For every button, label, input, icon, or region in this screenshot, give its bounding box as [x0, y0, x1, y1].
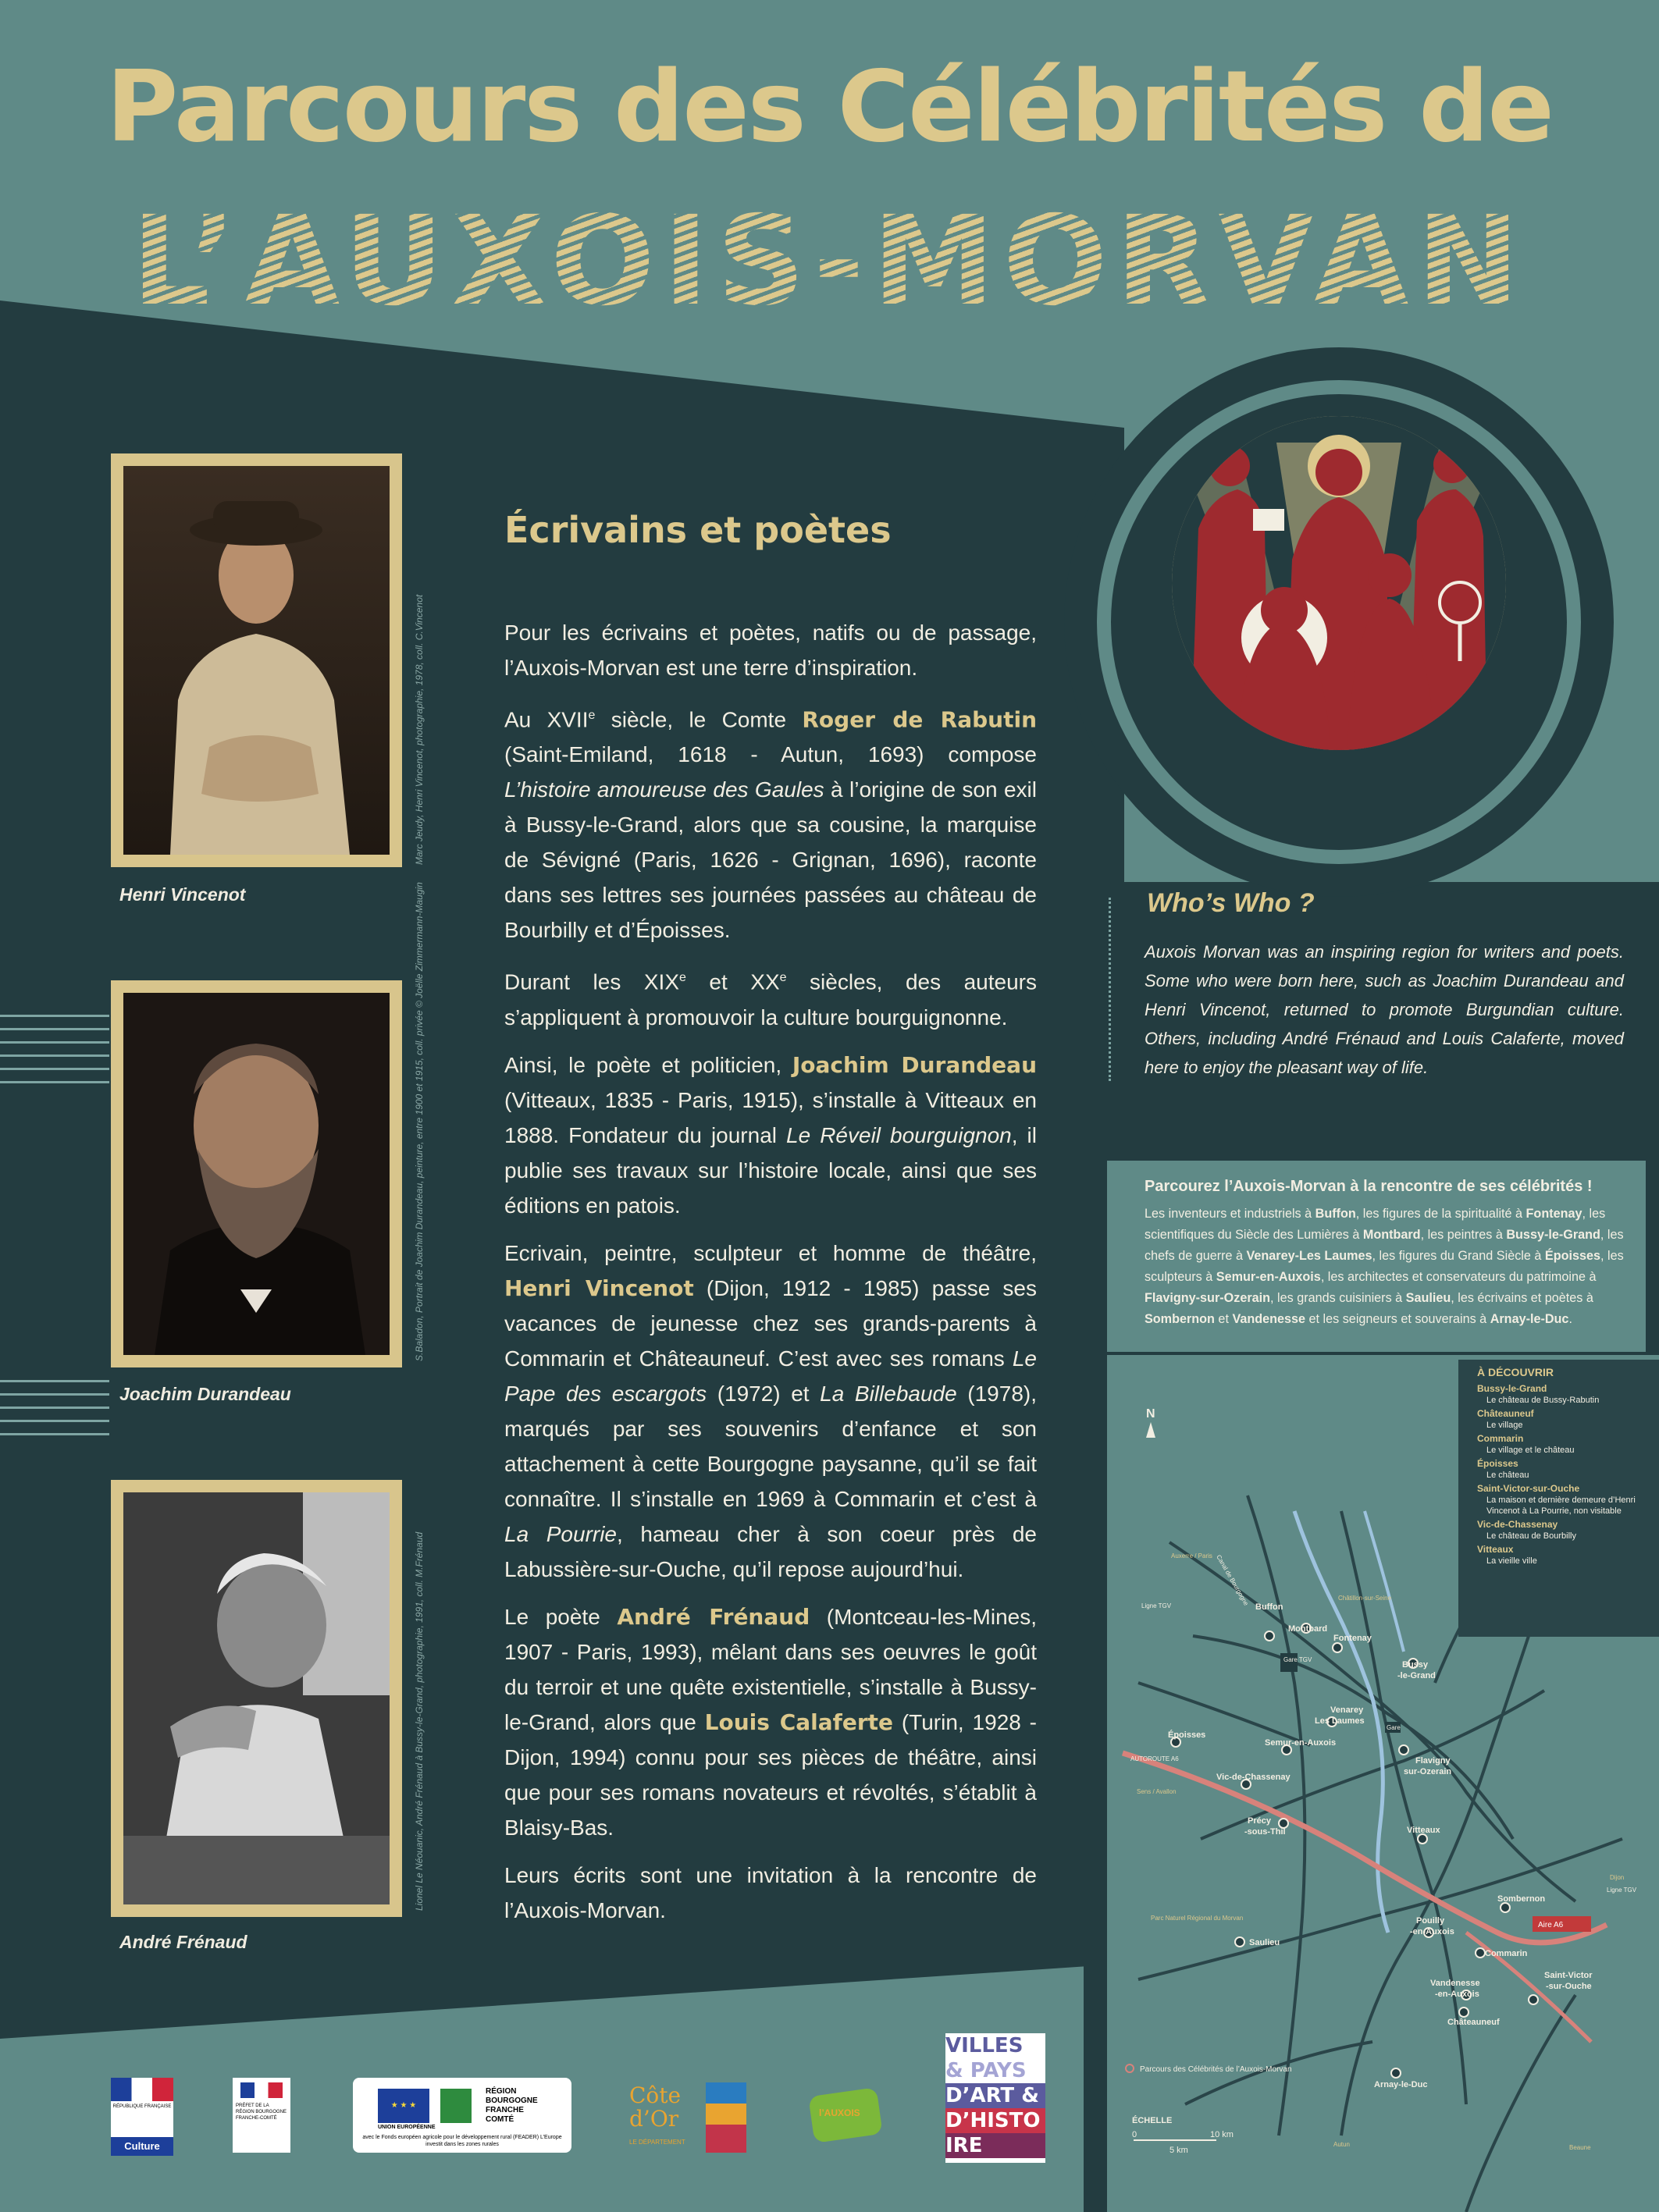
- decouvrir-place: Commarin: [1477, 1433, 1524, 1444]
- logo-villes-pays-art-histoire: VILLES & PAYS D’ART & D’HISTO IRE: [945, 2033, 1045, 2163]
- map-town: sur-Ozerain: [1404, 1767, 1452, 1776]
- paragraph: Durant les XIXe et XXe siècles, des auteurs s’appliquent à promouvoir la culture bourguignonne.: [504, 969, 1037, 1030]
- logo-cote-dor: Côte d’Or LE DÉPARTEMENT: [629, 2078, 750, 2156]
- logo-europe-region: ★ ★ ★ UNION EUROPÉENNE RÉGION BOURGOGNE FRANCHE COMTÉ avec le Fonds européen agricole pour le développement rural (FEADER) L’Europe investit dans les zones rurales: [353, 2078, 571, 2153]
- scale-label: 5 km: [1169, 2146, 1188, 2155]
- paragraph: Au XVIIe siècle, le Comte Roger de Rabutin (Saint-Emiland, 1618 - Autun, 1693) compose L’histoire amoureuse des Gaules à l’origine de son exil à Bussy-le-Grand, alors que sa cousine, la marquise de Sévigné (Paris, 1626 - Grignan, 1696), raconte dans ses lettres ses journées passées au château de Bourbilly et d’Époisses.: [504, 706, 1038, 943]
- scale-label: 0: [1132, 2130, 1137, 2139]
- parcours-heading: Parcourez l’Auxois-Morvan à la rencontre de ses célébrités !: [1145, 1178, 1593, 1195]
- north-label: N: [1146, 1407, 1155, 1421]
- portrait-caption: Joachim Durandeau: [119, 1384, 291, 1404]
- map-label: Dijon: [1610, 1874, 1625, 1881]
- paragraph: Le poète André Frénaud (Montceau-les-Mines, 1907 - Paris, 1993), mêlant dans ses oeuvres le goût du terroir et une quête existentielle, s’installe à Bussy-le-Grand, alors que Louis Calaferte (Turin, 1928 - Dijon, 1994) connu pour ses pièces de théâtre, ainsi que pour ses romans novateurs et révoltés, s’établit à Blaisy-Bas.: [504, 1603, 1037, 1840]
- person-name: Roger de Rabutin: [802, 706, 1038, 733]
- title-line-2: L’AUXOIS-MORVAN: [0, 195, 1659, 328]
- section-title: Écrivains et poètes: [504, 509, 892, 551]
- decorative-lines: [0, 1380, 109, 1446]
- decouvrir-place: Châteauneuf: [1477, 1408, 1534, 1419]
- map-label: Parc Naturel Régional du Morvan: [1151, 1915, 1244, 1922]
- celebrities-emblem: [1167, 411, 1511, 755]
- map-label: Canal de Bourgogne: [1215, 1553, 1250, 1607]
- map-town: Vandenesse: [1430, 1979, 1480, 1988]
- portrait-henri-vincenot: [111, 453, 402, 867]
- map-town: Pouilly: [1416, 1916, 1445, 1926]
- body-text: [504, 615, 1037, 1940]
- map-town: Montbard: [1288, 1624, 1328, 1634]
- map-town: Venarey: [1330, 1705, 1364, 1715]
- map-label: Gare: [1387, 1724, 1401, 1731]
- decouvrir-item: Le village et le château: [1486, 1446, 1575, 1455]
- map-label: Auxerre / Paris: [1171, 1552, 1212, 1559]
- decouvrir-place: Vitteaux: [1477, 1544, 1514, 1555]
- map-label: Beaune: [1569, 2144, 1591, 2151]
- person-name: Louis Calaferte: [704, 1709, 894, 1735]
- photo-credit: Lionel Le Néouanic, André Frénaud à Bussy-le-Grand, photographie, 1991, coll. M.Frénaud: [414, 1531, 425, 1911]
- map-town: Vic-de-Chassenay: [1216, 1773, 1291, 1782]
- decouvrir-item: La vieille ville: [1486, 1556, 1537, 1566]
- paragraph: Ecrivain, peintre, sculpteur et homme de théâtre, Henri Vincenot (Dijon, 1912 - 1985) passe ses vacances de jeunesse chez ses grands-parents à Commarin et Châteauneuf. C’est avec ses romans Le Pape des escargots (1972) et La Billebaude (1978), marqués par ses souvenirs d’enfance et son attachement à cette Bourgogne paysanne, qu’il se fait connaître. Il s’installe en 1969 à Commarin et c’est à La Pourrie, hameau cher à son coeur près de Labussière-sur-Ouche, qu’il repose aujourd’hui.: [504, 1240, 1038, 1581]
- decouvrir-item: Le village: [1486, 1421, 1523, 1430]
- map-label: Autun: [1333, 2141, 1350, 2148]
- decouvrir-place: Bussy-le-Grand: [1477, 1383, 1547, 1394]
- north-arrow-icon: [1146, 1422, 1155, 1438]
- decouvrir-place: Saint-Victor-sur-Ouche: [1477, 1483, 1580, 1494]
- map-town: Arnay-le-Duc: [1374, 2080, 1428, 2089]
- work-title: Le Réveil bourguignon: [786, 1122, 1012, 1147]
- map-town: Bussy: [1402, 1660, 1429, 1670]
- map-label: Ligne TGV: [1607, 1887, 1637, 1894]
- map-town: -en-Auxois: [1435, 1990, 1479, 1999]
- decouvrir-place: Époisses: [1477, 1458, 1518, 1469]
- decouvrir-place: Vic-de-Chassenay: [1477, 1519, 1558, 1530]
- parcours-box: [1107, 1161, 1646, 1352]
- map-town: Buffon: [1255, 1602, 1283, 1612]
- map-label: Ligne TGV: [1141, 1602, 1172, 1609]
- legend-icon: [1126, 2064, 1134, 2072]
- map-town: -sous-Thil: [1244, 1827, 1286, 1837]
- paragraph: Pour les écrivains et poètes, natifs ou de passage, l’Auxois-Morvan est une terre d’inspiration.: [504, 621, 1037, 680]
- work-title: L’histoire amoureuse des Gaules: [504, 777, 824, 802]
- decouvrir-item: Le château de Bourbilly: [1486, 1531, 1576, 1541]
- divider: [1109, 898, 1113, 1081]
- paragraph: Ainsi, le poète et politicien, Joachim Durandeau (Vitteaux, 1835 - Paris, 1915), s’installe à Vitteaux en 1888. Fondateur du journal Le Réveil bourguignon, il publie ses travaux sur l’histoire locale, ainsi que ses éditions en patois.: [504, 1051, 1038, 1218]
- photo-credit: Marc Jeudy, Henri Vincenot, photographie, 1978, coll. C.Vincenot: [414, 594, 425, 865]
- decouvrir-heading: À DÉCOUVRIR: [1477, 1366, 1554, 1378]
- work-title: La Pourrie: [504, 1521, 618, 1546]
- map-town: Les Laumes: [1315, 1716, 1365, 1726]
- map-label: Gare TGV: [1283, 1656, 1312, 1663]
- photo-credit: S.Baladon, Portrait de Joachim Durandeau, peinture, entre 1900 et 1915, coll. privée © Joëlle Zimmermann-Maugin: [414, 882, 425, 1361]
- portrait-caption: Henri Vincenot: [119, 884, 246, 905]
- map-town: Fontenay: [1333, 1634, 1372, 1643]
- person-name: Henri Vincenot: [504, 1275, 694, 1301]
- logo-prefet: PRÉFET DE LA RÉGION BOURGOGNE FRANCHE-COMTÉ: [233, 2078, 290, 2153]
- work-title: Le Pape des escargots: [504, 1346, 1037, 1406]
- map-town: Châteauneuf: [1447, 2018, 1500, 2027]
- map-town: Sombernon: [1497, 1894, 1546, 1904]
- map-legend: Parcours des Célébrités de l’Auxois-Morvan: [1140, 2065, 1292, 2074]
- logo-republique: RÉPUBLIQUE FRANÇAISE Culture: [111, 2078, 173, 2156]
- portrait-caption: André Frénaud: [119, 1932, 247, 1952]
- map-town: Saint-Victor: [1544, 1971, 1593, 1980]
- map-label: Châtillon-sur-Seine: [1338, 1595, 1392, 1602]
- map-town: Saulieu: [1249, 1938, 1280, 1947]
- decouvrir-item: La maison et dernière demeure d’Henri Vincenot à La Pourrie, non visitable: [1486, 1495, 1636, 1516]
- map-label: AUTOROUTE A6: [1130, 1755, 1179, 1762]
- map-town: Semur-en-Auxois: [1265, 1738, 1337, 1748]
- paragraph: Leurs écrits sont une invitation à la rencontre de l’Auxois-Morvan.: [504, 1862, 1037, 1922]
- whos-who-title: Who’s Who ?: [1147, 888, 1315, 918]
- map-town: Flavigny: [1415, 1756, 1451, 1766]
- map-town: Époisses: [1168, 1730, 1206, 1740]
- map-label: Sens / Avallon: [1137, 1788, 1177, 1795]
- whos-who-text: Auxois Morvan was an inspiring region for writers and poets. Some who were born here, such as Joachim Durandeau and Henri Vincenot, returned to promote Burgundian culture. Others, including André Frénaud and Louis Calaferte, moved here to enjoy the pleasant way of life.: [1145, 942, 1624, 1077]
- parcours-text: Les inventeurs et industriels à Buffon, les figures de la spiritualité à Fontenay, les scientifiques du Siècle des Lumières à Montbard, les peintres à Bussy-le-Grand, les chefs de guerre à Venarey-Les Laumes, les figures du Grand Siècle à Époisses, les sculpteurs à Semur-en-Auxois, les architectes et conservateurs du patrimoine à Flavigny-sur-Ozerain, les grands cuisiniers à Saulieu, les écrivains et poètes à Sombernon et Vandenesse et les seigneurs et souverains à Arnay-le-Duc.: [1145, 1207, 1624, 1326]
- portrait-andre-frenaud: [111, 1480, 402, 1917]
- scale-label: 10 km: [1210, 2130, 1234, 2139]
- map-label: Aire A6: [1538, 1921, 1564, 1929]
- portrait-joachim-durandeau: [111, 980, 402, 1367]
- title-line-1: Parcours des Célébrités de: [106, 49, 1553, 164]
- person-name: André Frénaud: [617, 1603, 810, 1630]
- map-town: Vitteaux: [1407, 1826, 1440, 1835]
- person-name: Joachim Durandeau: [792, 1051, 1038, 1078]
- map-town: -en-Auxois: [1410, 1927, 1454, 1936]
- decouvrir-box: [1458, 1360, 1659, 1637]
- map-town: -le-Grand: [1397, 1671, 1436, 1680]
- decouvrir-item: Le château: [1486, 1471, 1529, 1480]
- decouvrir-item: Le château de Bussy-Rabutin: [1486, 1396, 1600, 1405]
- map-town: Précy: [1248, 1816, 1271, 1826]
- work-title: La Billebaude: [820, 1381, 957, 1406]
- map-town: -sur-Ouche: [1546, 1982, 1592, 1991]
- logo-auxois: l’AUXOIS: [808, 2078, 883, 2153]
- map-town: Commarin: [1485, 1949, 1528, 1958]
- scale-title: ÉCHELLE: [1132, 2116, 1173, 2125]
- decorative-lines: [0, 1015, 109, 1094]
